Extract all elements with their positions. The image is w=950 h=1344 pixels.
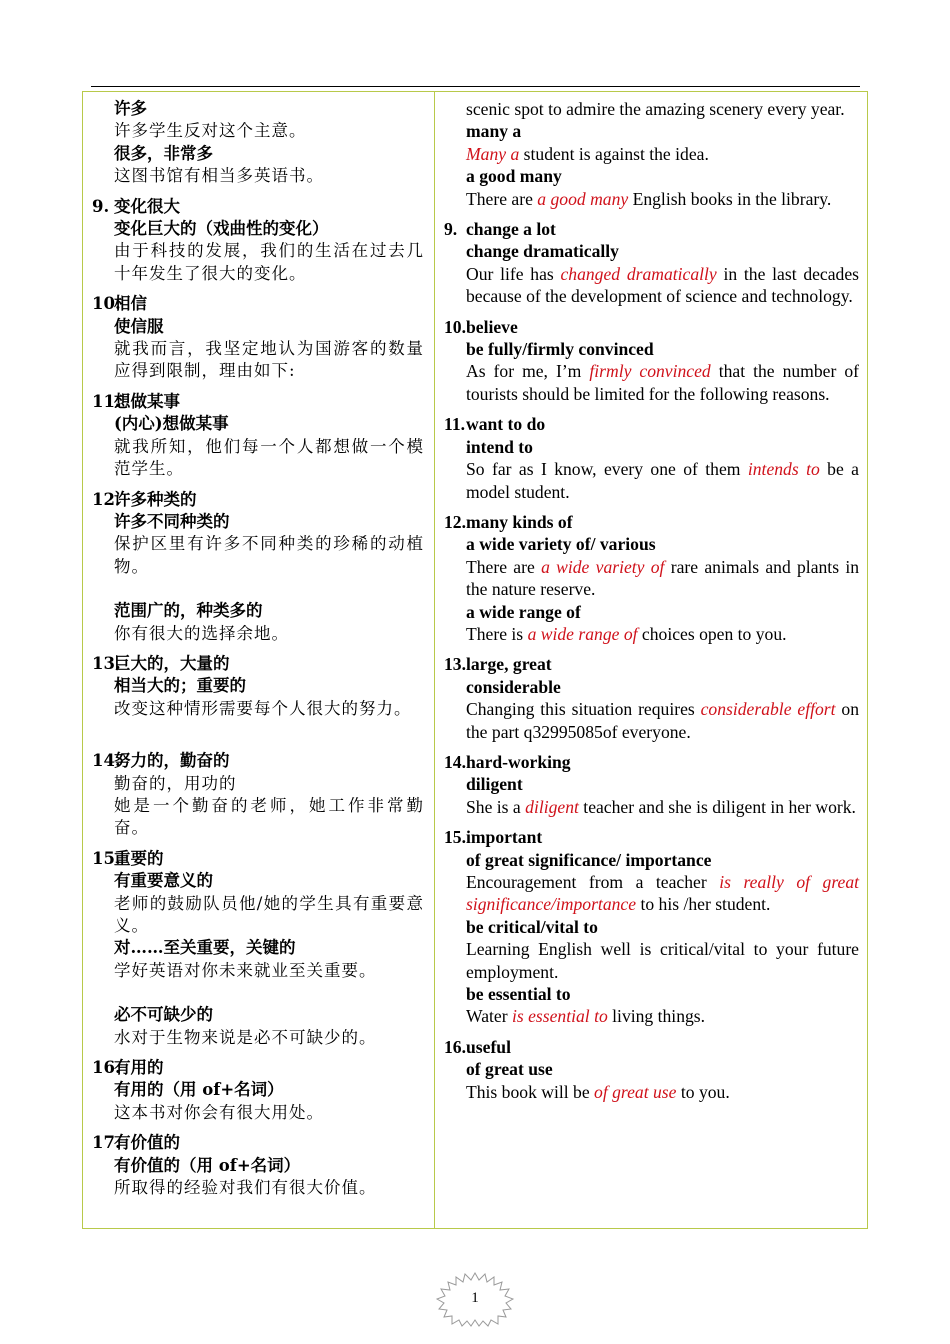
entry-number: 12. — [444, 511, 466, 532]
entry-title: 许多种类的 — [114, 489, 197, 509]
entry-13 — [92, 653, 424, 742]
entry-9 — [92, 196, 424, 286]
sub-heading: 相当大的；重要的 — [114, 676, 246, 696]
header-rule — [91, 86, 860, 87]
highlight-phrase: a wide variety of — [541, 556, 665, 577]
example-text: She is a diligent teacher and she is diligent in her work. — [466, 796, 856, 817]
entry-number: 11. — [92, 391, 121, 411]
entry-number: 14. — [92, 751, 121, 771]
entry-title: many kinds of — [466, 511, 573, 532]
example-text: Water is essential to living things. — [466, 1006, 706, 1027]
example-text: scenic spot to admire the amazing scenery every year. — [466, 99, 845, 119]
entry-heading — [92, 1132, 424, 1154]
entry-16 — [92, 1057, 424, 1124]
highlight-phrase: is essential to — [511, 1006, 608, 1027]
entry-9 — [444, 218, 859, 308]
entry-11 — [92, 391, 424, 481]
example-text: There are a good many English books in the library. — [466, 188, 832, 209]
entry-number: 12. — [92, 489, 121, 509]
entry-heading — [92, 1057, 424, 1079]
entry-number: 17. — [92, 1133, 121, 1153]
sub-heading: a wide variety of/ various — [466, 534, 656, 555]
entry-13 — [444, 653, 859, 743]
entry-number: 13. — [444, 654, 466, 675]
example-text: 许多学生反对这个主意。 — [114, 121, 307, 141]
entry-number: 16. — [444, 1036, 466, 1057]
entry-title: 变化很大 — [114, 196, 180, 216]
highlight-phrase: changed dramatically — [560, 263, 717, 284]
entry-title: change a lot — [466, 219, 556, 240]
sub-heading: 使信服 — [114, 316, 164, 336]
entry-number: 10. — [92, 294, 121, 314]
entry-title: important — [466, 827, 543, 848]
entry-heading — [92, 653, 424, 675]
entry-title: hard-working — [466, 751, 571, 772]
entry-title: large, great — [466, 654, 552, 675]
vocabulary-table — [82, 91, 868, 1229]
entry-number: 15. — [92, 848, 121, 868]
sub-heading: intend to — [466, 436, 533, 457]
example-text: 由于科技的发展，我们的生活在过去几十年发生了很大的变化。 — [114, 241, 424, 283]
sub-heading: be critical/vital to — [466, 916, 598, 937]
example-text: Learning English well is critical/vital to your future employment. — [466, 939, 859, 982]
sub-heading: considerable — [466, 676, 561, 697]
entry-heading — [92, 848, 424, 870]
entry-number: 9. — [444, 219, 458, 240]
example-text: 所取得的经验对我们有很大价值。 — [114, 1178, 377, 1198]
highlight-phrase: Many a — [466, 143, 520, 164]
sub-heading: (内心)想做某事 — [114, 414, 229, 434]
entry-heading — [92, 196, 424, 218]
entry-title: want to do — [466, 414, 546, 435]
entry-14 — [444, 751, 859, 818]
entry-heading — [444, 413, 859, 435]
sub-heading: of great use — [466, 1059, 553, 1080]
entry-heading — [444, 1036, 859, 1058]
sub-heading: 变化巨大的（戏曲性的变化） — [114, 219, 329, 239]
sub-heading: 有重要意义的 — [114, 871, 213, 891]
sub-heading: 有用的（用 of+名词） — [114, 1080, 284, 1100]
entry-continued — [92, 98, 424, 188]
entry-heading — [444, 751, 859, 773]
entry-11 — [444, 413, 859, 503]
highlight-phrase: a good many — [537, 188, 629, 209]
sub-heading: a wide range of — [466, 601, 581, 622]
highlight-phrase: of great use — [594, 1081, 677, 1102]
example-text: Changing this situation requires considerable effort on the part q32995085of everyone. — [466, 699, 859, 742]
entry-heading — [444, 511, 859, 533]
sub-heading: 对……至关重要，关键的 — [114, 938, 296, 958]
entry-title: 重要的 — [114, 848, 164, 868]
highlight-phrase: considerable effort — [700, 699, 836, 720]
example-text: 她是一个勤奋的老师，她工作非常勤奋。 — [114, 795, 424, 838]
entry-title: 努力的，勤奋的 — [114, 751, 230, 771]
example-text: 学好英语对你未来就业至关重要。 — [114, 960, 377, 980]
highlight-phrase: intends to — [747, 459, 820, 480]
entry-title: 相信 — [114, 294, 147, 314]
entry-10 — [444, 316, 859, 406]
sub-heading: of great significance/ importance — [466, 849, 712, 870]
example-text: There is a wide range of choices open to you. — [466, 623, 787, 644]
entry-number: 10. — [444, 316, 466, 337]
example-text: So far as I know, every one of them intends to be a model student. — [466, 459, 859, 502]
example-text: 这图书馆有相当多英语书。 — [114, 166, 324, 186]
example-text: 改变这种情形需要每个人很大的努力。 — [114, 698, 412, 718]
example-text: 就我而言，我坚定地认为国游客的数量应得到限制，理由如下: — [114, 339, 424, 381]
sub-heading: 有价值的（用 of+名词） — [114, 1155, 301, 1175]
entry-number: 16. — [92, 1058, 121, 1078]
entry-heading — [92, 391, 424, 413]
entry-heading — [444, 653, 859, 675]
entry-heading — [444, 826, 859, 848]
example-text: Encouragement from a teacher is really of great significance/importance to his /her student. — [466, 872, 860, 915]
sub-heading: 范围广的，种类多的 — [114, 601, 263, 621]
example-text: 老师的鼓励队员他/她的学生具有重要意义。 — [114, 893, 424, 935]
entry-heading — [444, 218, 859, 240]
entry-10 — [92, 293, 424, 383]
entry-title: useful — [466, 1036, 511, 1057]
entry-number: 9. — [92, 196, 110, 216]
english-column — [435, 92, 867, 1228]
sub-heading: 很多，非常多 — [114, 143, 213, 163]
entry-number: 14. — [444, 751, 466, 772]
sub-heading: 许多不同种类的 — [114, 511, 230, 531]
entry-heading — [92, 750, 424, 772]
example-text: There are a wide variety of rare animals and plants in the nature reserve. — [466, 556, 859, 600]
entry-title: 有价值的 — [114, 1133, 180, 1153]
sub-heading: change dramatically — [466, 241, 619, 262]
example-text: 这本书对你会有很大用处。 — [114, 1102, 324, 1122]
sub-heading: be essential to — [466, 984, 571, 1005]
entry-continued — [444, 98, 859, 210]
entry-15 — [92, 848, 424, 1049]
example-text: As for me, I’m firmly convinced that the number of tourists should be limited for the following reasons. — [466, 361, 859, 404]
sub-heading: be fully/firmly convinced — [466, 339, 654, 360]
entry-15 — [444, 826, 859, 1028]
entry-number: 11. — [444, 414, 466, 435]
example-text: 勤奋的，用功的 — [114, 773, 237, 793]
entry-heading — [92, 489, 424, 511]
entry-title: believe — [466, 316, 518, 337]
entry-12 — [92, 489, 424, 645]
chinese-column — [83, 92, 435, 1228]
entry-title: 想做某事 — [114, 391, 180, 411]
entry-title: 巨大的，大量的 — [114, 653, 230, 673]
page-number: 1 — [471, 1290, 479, 1306]
sub-heading: a good many — [466, 166, 562, 187]
entry-12 — [444, 511, 859, 645]
entry-number: 15. — [444, 827, 466, 848]
highlight-phrase: a wide range of — [527, 623, 638, 644]
entry-heading — [444, 316, 859, 338]
highlight-phrase: firmly convinced — [589, 361, 711, 382]
sub-heading: 许多 — [114, 99, 147, 118]
entry-number: 13. — [92, 653, 121, 673]
sub-heading: diligent — [466, 774, 523, 795]
entry-heading — [92, 293, 424, 315]
sub-heading: 必不可缺少的 — [114, 1005, 213, 1025]
example-text: Our life has changed dramatically in the last decades because of the development of science and technology. — [466, 263, 859, 307]
entry-title: 有用的 — [114, 1058, 164, 1078]
example-text: Many a student is against the idea. — [466, 143, 709, 164]
entry-17 — [92, 1132, 424, 1199]
entry-16 — [444, 1036, 859, 1103]
highlight-phrase: diligent — [525, 796, 579, 817]
example-text: 保护区里有许多不同种类的珍稀的动植物。 — [114, 534, 424, 576]
example-text: 就我所知，他们每一个人都想做一个模范学生。 — [114, 436, 424, 479]
sub-heading: many a — [466, 121, 522, 142]
example-text: 水对于生物来说是必不可缺少的。 — [114, 1027, 377, 1047]
example-text: This book will be of great use to you. — [466, 1081, 730, 1102]
entry-14 — [92, 750, 424, 840]
highlight-phrase: is really of great significance/importance — [466, 872, 860, 915]
example-text: 你有很大的选择余地。 — [114, 623, 289, 643]
